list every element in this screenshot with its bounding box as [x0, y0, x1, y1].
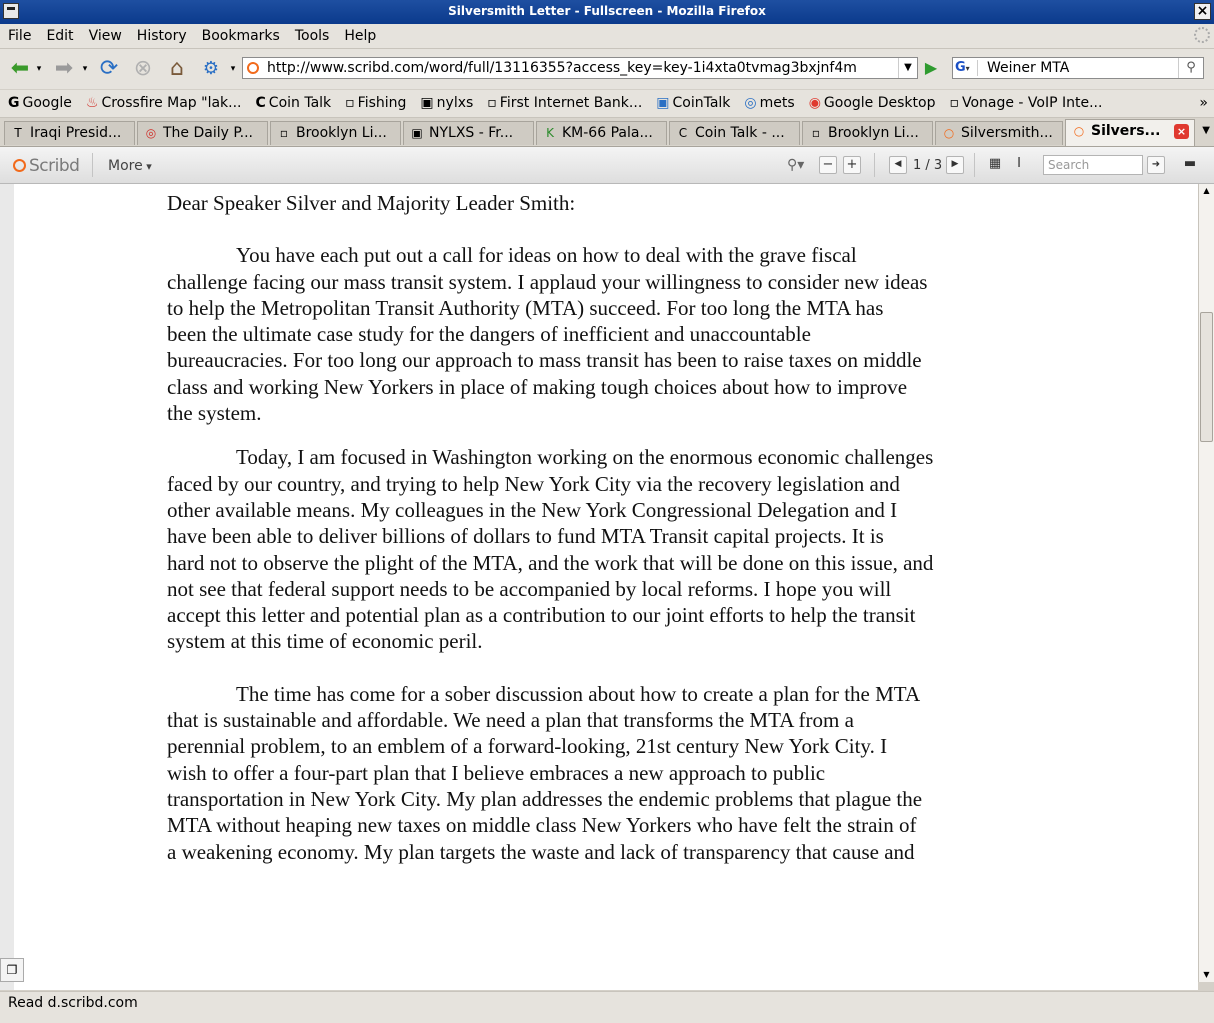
menu-view[interactable]: View [88, 28, 122, 44]
next-page-button[interactable]: ▶ [946, 156, 964, 174]
tab-silversmith[interactable]: ○ Silversmith... [935, 121, 1063, 145]
page-indicator: 1 / 3 [913, 158, 943, 173]
scribd-icon: ○ [1073, 124, 1085, 138]
tab-iraqi-president[interactable]: T Iraqi Presid... [4, 121, 135, 145]
zoom-in-button[interactable]: + [843, 156, 861, 174]
text-line: The time has come for a sober discussion about how to create a plan for the MTA [236, 681, 921, 706]
text-line: wish to offer a four-part plan that I believe embraces a new approach to public [167, 760, 826, 785]
letter-text [167, 190, 1027, 865]
reload-icon[interactable]: ⟳ [99, 56, 119, 81]
history-dropdown-icon[interactable]: ▾ [230, 64, 236, 74]
text-line: faced by our country, and trying to help New York City via the recovery legislation and [167, 471, 900, 496]
bookmarks-overflow-icon[interactable]: » [1199, 95, 1208, 111]
menu-help[interactable]: Help [344, 28, 377, 44]
text-line: that is sustainable and affordable. We need a plan that transforms the MTA from a [167, 708, 854, 733]
salutation: Dear Speaker Silver and Majority Leader Smith: [167, 191, 576, 215]
menu-edit[interactable]: Edit [46, 28, 74, 44]
text-line: not see that federal support needs to be accompanied by local reforms. I hope you will [167, 576, 892, 601]
tab-km66[interactable]: K KM-66 Pala... [536, 121, 667, 145]
menu-bar [0, 24, 1214, 49]
nyt-icon: T [14, 126, 22, 140]
window-title: Silversmith Letter - Fullscreen - Mozilla Firefox [448, 4, 766, 18]
tab-brooklyn-li-2[interactable]: ▫ Brooklyn Li... [802, 121, 933, 145]
toolbar-divider [92, 153, 93, 177]
forward-icon[interactable]: ➡ [54, 56, 74, 81]
prev-page-button[interactable]: ◀ [889, 156, 907, 174]
back-dropdown-icon[interactable]: ▾ [36, 64, 42, 74]
google-icon: G [8, 95, 20, 111]
search-icon[interactable]: ⚲ [1178, 58, 1203, 78]
search-engine-icon[interactable]: G▾ [955, 60, 978, 76]
scribd-logo-icon [13, 159, 26, 172]
page-icon: ▫ [279, 126, 289, 140]
google-desktop-icon: ◉ [808, 95, 821, 111]
scribd-toolbar [0, 147, 1214, 184]
cointalk-icon: C [678, 126, 688, 140]
menu-file[interactable]: File [8, 28, 32, 44]
tab-daily-p[interactable]: ◎ The Daily P... [137, 121, 268, 145]
text-line: have been able to deliver billions of dollars to fund MTA Transit capital projects. It is [167, 524, 884, 549]
search-input[interactable]: Weiner MTA [987, 60, 1070, 76]
text-line: challenge facing our mass transit system. I applaud your willingness to consider new ideas [167, 269, 928, 294]
window-close-button[interactable]: × [1194, 3, 1211, 20]
nylxs-icon: ▣ [420, 95, 434, 111]
bookmark-coin-talk[interactable]: C Coin Talk [255, 95, 332, 111]
url-dropdown-icon[interactable]: ▼ [898, 58, 917, 78]
text-line: hard not to observe the plight of the MTA, and the work that will be done on this issue, and [167, 550, 934, 575]
menu-history[interactable]: History [136, 28, 187, 44]
page-icon: ▫ [345, 95, 355, 111]
bookmark-first-internet-bank[interactable]: ▫ First Internet Bank... [487, 95, 643, 111]
document-viewer[interactable] [0, 184, 1198, 990]
scroll-down-icon[interactable]: ▼ [1203, 970, 1210, 979]
zoom-magnifier-icon[interactable]: ⚲▾ [787, 157, 805, 173]
search-engine-label: G [955, 60, 966, 75]
grid-view-icon[interactable]: ▦ [988, 156, 1002, 171]
stop-icon[interactable]: ⊗ [133, 56, 153, 81]
text-line: accept this letter and potential plan as a contribution to our joint efforts to help the transit [167, 603, 916, 628]
doc-search-go-button[interactable]: ➜ [1147, 156, 1165, 174]
km-icon: K [546, 126, 554, 140]
tab-coin-talk[interactable]: C Coin Talk - ... [669, 121, 800, 145]
bookmark-nylxs[interactable]: ▣ nylxs [420, 95, 474, 111]
text-line: to help the Metropolitan Transit Authority (MTA) succeed. For too long the MTA has [167, 295, 884, 320]
bookmark-crossfire-map[interactable]: ♨ Crossfire Map "lak... [85, 95, 242, 111]
text-line: transportation in New York City. My plan addresses the endemic problems that plague the [167, 786, 923, 811]
tab-strip [0, 118, 1214, 147]
scroll-thumb[interactable] [1200, 312, 1213, 442]
url-bar[interactable] [242, 57, 918, 79]
status-text: Read d.scribd.com [8, 995, 138, 1011]
mets-icon: ◎ [744, 95, 757, 111]
text-line: a weakening economy. My plan targets the waste and lack of transparency that cause and [167, 839, 915, 864]
menu-tools[interactable]: Tools [294, 28, 330, 44]
status-bar [0, 991, 1214, 1023]
page-icon: ▫ [487, 95, 497, 111]
zoom-out-button[interactable]: − [819, 156, 837, 174]
nylxs-icon: ▣ [411, 126, 423, 140]
throbber-icon [1194, 27, 1210, 43]
scribd-logo[interactable]: Scribd [13, 156, 79, 176]
bookmark-cointalk[interactable]: ▣ CoinTalk [656, 95, 731, 111]
window-titlebar [0, 0, 1214, 24]
text-line: bureaucracies. For too long our approach to mass transit has been to raise taxes on middle [167, 348, 922, 373]
page-icon: ▫ [811, 126, 821, 140]
cointalk-icon: C [255, 95, 266, 111]
tab-close-icon[interactable]: × [1174, 124, 1189, 139]
tab-nylxs[interactable]: ▣ NYLXS - Fr... [403, 121, 534, 145]
document-page [14, 184, 1198, 990]
search-bar[interactable] [952, 57, 1204, 79]
doc-search-input[interactable]: Search [1043, 155, 1143, 175]
menu-bookmarks[interactable]: Bookmarks [201, 28, 280, 44]
page-icon: ▫ [949, 95, 959, 111]
bookmark-google[interactable]: G Google [8, 95, 72, 111]
text-line: You have each put out a call for ideas on how to deal with the grave fiscal [236, 243, 857, 268]
crossfire-icon: ♨ [85, 95, 99, 111]
daily-icon: ◎ [145, 126, 157, 140]
text-line: perennial problem, to an emblem of a forward-looking, 21st century New York City. I [167, 734, 888, 759]
scroll-up-icon[interactable]: ▲ [1203, 186, 1210, 195]
url-text[interactable]: http://www.scribd.com/word/full/13116355?access_key=key-1i4xta0tvmag3bxjnf4m [267, 60, 857, 76]
bookmark-fishing[interactable]: ▫ Fishing [345, 95, 407, 111]
text-line: the system. [167, 401, 262, 426]
tab-brooklyn-li-1[interactable]: ▫ Brooklyn Li... [270, 121, 401, 145]
scribd-icon: ○ [943, 126, 955, 140]
bookmark-mets[interactable]: ◎ mets [744, 95, 795, 111]
toolbar-divider [874, 153, 875, 177]
bookmarks-toolbar [0, 90, 1214, 118]
history-icon[interactable]: ⚙ [202, 58, 220, 79]
bookmark-google-desktop[interactable]: ◉ Google Desktop [808, 95, 936, 111]
fullscreen-exit-icon[interactable]: ▬ [1183, 156, 1197, 171]
tab-list-icon[interactable]: ▼ [1202, 125, 1210, 136]
tab-silvers-active[interactable]: ○ Silvers... × [1065, 119, 1195, 146]
bookmark-vonage[interactable]: ▫ Vonage - VoIP Inte... [949, 95, 1103, 111]
text-line: system at this time of economic peril. [167, 629, 483, 654]
home-icon[interactable]: ⌂ [170, 56, 184, 81]
go-arrow-icon[interactable]: ▶ [924, 58, 938, 77]
cointalk-icon: ▣ [656, 95, 670, 111]
text-line: class and working New Yorkers in place of making tough choices about how to improve [167, 374, 908, 399]
text-line: other available means. My colleagues in the New York Congressional Delegation and I [167, 497, 898, 522]
back-icon[interactable]: ⬅ [10, 56, 30, 81]
text-select-icon[interactable]: I [1017, 156, 1021, 171]
toolbar-divider [974, 153, 975, 177]
site-favicon-icon [247, 62, 259, 74]
text-line: been the ultimate case study for the dangers of inefficient and unaccountable [167, 322, 811, 347]
document-pages-icon[interactable]: ❐ [0, 958, 24, 982]
text-line: MTA without heaping new taxes on middle class New Yorkers who have felt the strain of [167, 813, 917, 838]
more-menu-button[interactable]: More ▾ [108, 158, 152, 174]
vertical-scrollbar[interactable] [1198, 184, 1214, 982]
forward-dropdown-icon[interactable]: ▾ [82, 64, 88, 74]
text-line: Today, I am focused in Washington working on the enormous economic challenges [236, 445, 934, 470]
